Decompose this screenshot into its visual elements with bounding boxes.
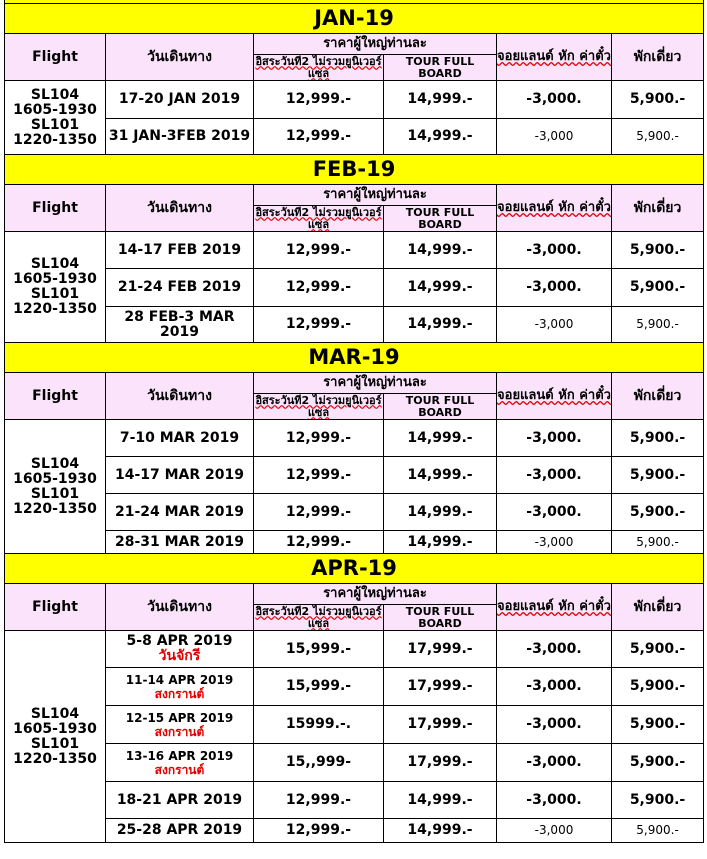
price-tour-full: 17,999.- [384, 631, 497, 668]
header-single: พักเดี่ยว [612, 373, 704, 420]
month-title: MAR-19 [5, 343, 704, 373]
travel-date: 14-17 FEB 2019 [106, 232, 254, 269]
single-supplement: 5,900.- [612, 307, 704, 343]
header-price-group: ราคาผู้ใหญ่ท่านละ [254, 185, 497, 206]
single-supplement: 5,900.- [612, 420, 704, 457]
travel-date: 18-21 APR 2019 [106, 782, 254, 819]
price-free-day: 15999.-. [254, 706, 384, 744]
join-land-discount: -3,000. [497, 494, 612, 531]
price-free-day: 12,999.- [254, 457, 384, 494]
single-supplement: 5,900.- [612, 494, 704, 531]
header-single: พักเดี่ยว [612, 584, 704, 631]
price-tour-full: 14,999.- [384, 494, 497, 531]
flight-info [5, 631, 106, 843]
flight-time-return: 1220-1350 [13, 301, 97, 317]
header-date: วันเดินทาง [106, 34, 254, 81]
single-supplement: 5,900.- [612, 119, 704, 155]
single-supplement: 5,900.- [612, 744, 704, 782]
flight-info [5, 420, 106, 554]
join-land-discount: -3,000 [497, 531, 612, 554]
single-supplement: 5,900.- [612, 457, 704, 494]
join-land-discount: -3,000 [497, 307, 612, 343]
holiday-note: สงกรานต์ [154, 686, 205, 701]
join-land-discount: -3,000 [497, 119, 612, 155]
price-free-day: 12,999.- [254, 819, 384, 843]
join-land-discount: -3,000. [497, 782, 612, 819]
single-supplement: 5,900.- [612, 531, 704, 554]
header-single: พักเดี่ยว [612, 34, 704, 81]
travel-date: 17-20 JAN 2019 [106, 81, 254, 119]
join-land-discount: -3,000. [497, 81, 612, 119]
travel-date: 25-28 APR 2019 [106, 819, 254, 843]
header-price-group: ราคาผู้ใหญ่ท่านละ [254, 584, 497, 605]
flight-code-out: SL104 [30, 256, 80, 272]
price-free-day: 15,,999- [254, 744, 384, 782]
price-tour-full: 17,999.- [384, 706, 497, 744]
header-free-day: อิสระวันที่2 ไม่รวมยูนิเวอร์แซล [255, 54, 382, 80]
header-join-land: จอยแลนด์ หัก ค่าตั๋ว [497, 185, 612, 232]
price-tour-full: 14,999.- [384, 81, 497, 119]
travel-date [106, 744, 254, 782]
header-price-group: ราคาผู้ใหญ่ท่านละ [254, 34, 497, 55]
join-land-discount: -3,000. [497, 706, 612, 744]
travel-date [106, 668, 254, 706]
flight-code-return: SL101 [30, 116, 80, 133]
month-title: FEB-19 [5, 155, 704, 185]
flight-code-out: SL104 [30, 705, 80, 722]
price-tour-full: 14,999.- [384, 420, 497, 457]
price-tour-full: 14,999.- [384, 782, 497, 819]
single-supplement: 5,900.- [612, 269, 704, 307]
price-free-day: 12,999.- [254, 307, 384, 343]
flight-time-out: 1605-1930 [13, 720, 97, 737]
price-tour-full: 14,999.- [384, 232, 497, 269]
flight-time-out: 1605-1930 [13, 101, 97, 118]
join-land-discount: -3,000. [497, 232, 612, 269]
price-tour-full: 17,999.- [384, 668, 497, 706]
header-free-day: อิสระวันที่2 ไม่รวมยูนิเวอร์แซล [255, 205, 382, 231]
price-free-day: 12,999.- [254, 269, 384, 307]
flight-code-return: SL101 [30, 735, 80, 752]
single-supplement: 5,900.- [612, 782, 704, 819]
single-supplement: 5,900.- [612, 706, 704, 744]
join-land-discount: -3,000. [497, 420, 612, 457]
holiday-note: สงกรานต์ [154, 762, 205, 777]
header-date: วันเดินทาง [106, 373, 254, 420]
month-title: JAN-19 [5, 4, 704, 34]
single-supplement: 5,900.- [612, 232, 704, 269]
header-join-land: จอยแลนด์ หัก ค่าตั๋ว [497, 34, 612, 81]
price-tour-full: 14,999.- [384, 457, 497, 494]
price-free-day: 12,999.- [254, 782, 384, 819]
header-free-day: อิสระวันที่2 ไม่รวมยูนิเวอร์แซล [255, 604, 382, 630]
price-tour-full: 14,999.- [384, 307, 497, 343]
flight-time-out: 1605-1930 [13, 271, 97, 287]
price-tour-full: 14,999.- [384, 119, 497, 155]
header-flight: Flight [5, 373, 106, 420]
single-supplement: 5,900.- [612, 819, 704, 843]
header-tour-full: TOUR FULL BOARD [384, 605, 497, 631]
travel-date: 21-24 FEB 2019 [106, 269, 254, 307]
header-flight: Flight [5, 34, 106, 81]
join-land-discount: -3,000 [497, 819, 612, 843]
flight-code-return: SL101 [30, 286, 80, 302]
flight-code-out: SL104 [30, 86, 80, 103]
travel-date [106, 631, 254, 668]
single-supplement: 5,900.- [612, 81, 704, 119]
flight-code-return: SL101 [30, 485, 80, 502]
price-tour-full: 14,999.- [384, 269, 497, 307]
travel-date: 21-24 MAR 2019 [106, 494, 254, 531]
price-free-day: 12,999.- [254, 494, 384, 531]
date-range: 11-14 APR 2019 [125, 672, 234, 687]
price-tour-full: 14,999.- [384, 531, 497, 554]
flight-info [5, 232, 106, 343]
price-free-day: 12,999.- [254, 81, 384, 119]
travel-date: 28-31 MAR 2019 [106, 531, 254, 554]
travel-date: 28 FEB-3 MAR 2019 [106, 307, 254, 343]
holiday-note: สงกรานต์ [154, 724, 205, 739]
header-flight: Flight [5, 584, 106, 631]
price-free-day: 12,999.- [254, 531, 384, 554]
join-land-discount: -3,000. [497, 269, 612, 307]
header-flight: Flight [5, 185, 106, 232]
date-range: 5-8 APR 2019 [126, 633, 233, 649]
price-tour-full: 17,999.- [384, 744, 497, 782]
price-free-day: 12,999.- [254, 420, 384, 457]
price-free-day: 15,999.- [254, 631, 384, 668]
header-single: พักเดี่ยว [612, 185, 704, 232]
date-range: 12-15 APR 2019 [125, 710, 234, 725]
travel-date [106, 706, 254, 744]
travel-date: 14-17 MAR 2019 [106, 457, 254, 494]
date-range: 13-16 APR 2019 [125, 748, 234, 763]
price-free-day: 12,999.- [254, 119, 384, 155]
join-land-discount: -3,000. [497, 631, 612, 668]
flight-info [5, 81, 106, 155]
single-supplement: 5,900.- [612, 631, 704, 668]
flight-time-return: 1220-1350 [13, 500, 97, 517]
month-title: APR-19 [5, 554, 704, 584]
single-supplement: 5,900.- [612, 668, 704, 706]
flight-time-out: 1605-1930 [13, 470, 97, 487]
header-tour-full: TOUR FULL BOARD [384, 394, 497, 420]
header-tour-full: TOUR FULL BOARD [384, 55, 497, 81]
header-join-land: จอยแลนด์ หัก ค่าตั๋ว [497, 584, 612, 631]
join-land-discount: -3,000. [497, 744, 612, 782]
header-free-day: อิสระวันที่2 ไม่รวมยูนิเวอร์แซล [255, 393, 382, 419]
join-land-discount: -3,000. [497, 457, 612, 494]
header-tour-full: TOUR FULL BOARD [384, 206, 497, 232]
header-price-group: ราคาผู้ใหญ่ท่านละ [254, 373, 497, 394]
tour-price-table [4, 0, 704, 843]
flight-time-return: 1220-1350 [13, 131, 97, 148]
header-date: วันเดินทาง [106, 584, 254, 631]
header-join-land: จอยแลนด์ หัก ค่าตั๋ว [497, 373, 612, 420]
join-land-discount: -3,000. [497, 668, 612, 706]
header-date: วันเดินทาง [106, 185, 254, 232]
flight-time-return: 1220-1350 [13, 750, 97, 767]
price-free-day: 12,999.- [254, 232, 384, 269]
holiday-note: วันจักรี [158, 648, 201, 664]
travel-date: 7-10 MAR 2019 [106, 420, 254, 457]
price-tour-full: 14,999.- [384, 819, 497, 843]
travel-date: 31 JAN-3FEB 2019 [106, 119, 254, 155]
price-free-day: 15,999.- [254, 668, 384, 706]
flight-code-out: SL104 [30, 455, 80, 472]
